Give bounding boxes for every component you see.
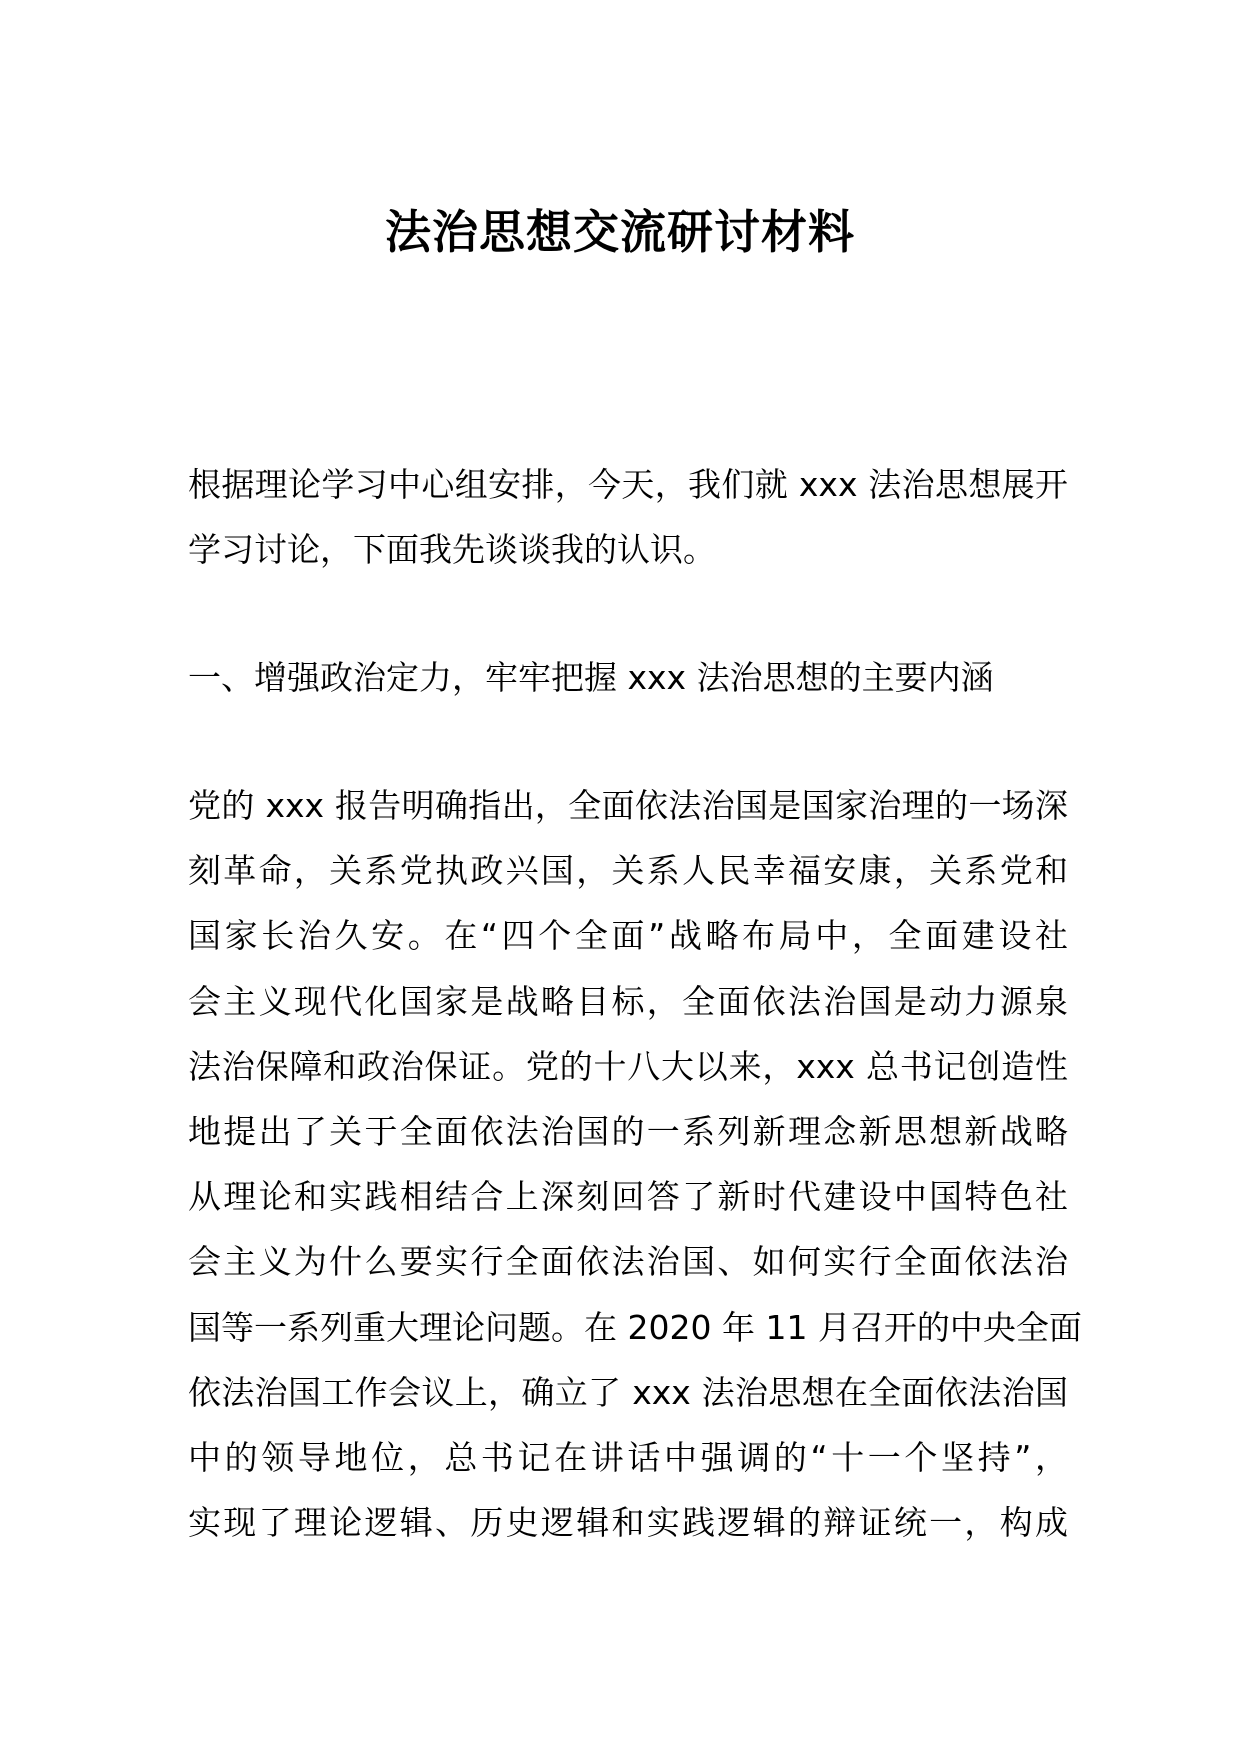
section-body-paragraph [188,773,1082,1555]
body-line: 国等一系列重大理论问题。在 2020 年 11 月召开的中央全面 [188,1307,1082,1347]
body-line: 依法治国工作会议上，确立了 xxx 法治思想在全面依法治国 [188,1372,1068,1412]
document-title: 法治思想交流研讨材料 [385,205,855,259]
body-line: 法治保障和政治保证。党的十八大以来，xxx 总书记创造性 [188,1046,1068,1086]
body-line: 党的 xxx 报告明确指出，全面依法治国是国家治理的一场深 [188,786,1068,825]
body-line: 国家长治久安。在“四个全面”战略布局中，全面建设社 [188,916,1068,956]
body-line: 会主义现代化国家是战略目标，全面依法治国是动力源泉 [188,981,1068,1021]
intro-paragraph [188,452,1068,582]
body-line: 地提出了关于全面依法治国的一系列新理念新思想新战略 [188,1111,1068,1151]
body-line: 会主义为什么要实行全面依法治国、如何实行全面依法治 [188,1242,1068,1282]
intro-line: 学习讨论，下面我先谈谈我的认识。 [188,530,716,570]
body-line: 刻革命，关系党执政兴国，关系人民幸福安康，关系党和 [188,851,1068,891]
section-heading [188,645,1068,710]
intro-line: 根据理论学习中心组安排，今天，我们就 xxx 法治思想展开 [188,465,1068,504]
body-line: 实现了理论逻辑、历史逻辑和实践逻辑的辩证统一，构成 [188,1503,1068,1543]
body-line: 从理论和实践相结合上深刻回答了新时代建设中国特色社 [188,1177,1068,1217]
body-line: 中的领导地位，总书记在讲话中强调的“十一个坚持”， [188,1437,1068,1477]
section-heading-text: 一、增强政治定力，牢牢把握 xxx 法治思想的主要内涵 [188,658,994,697]
